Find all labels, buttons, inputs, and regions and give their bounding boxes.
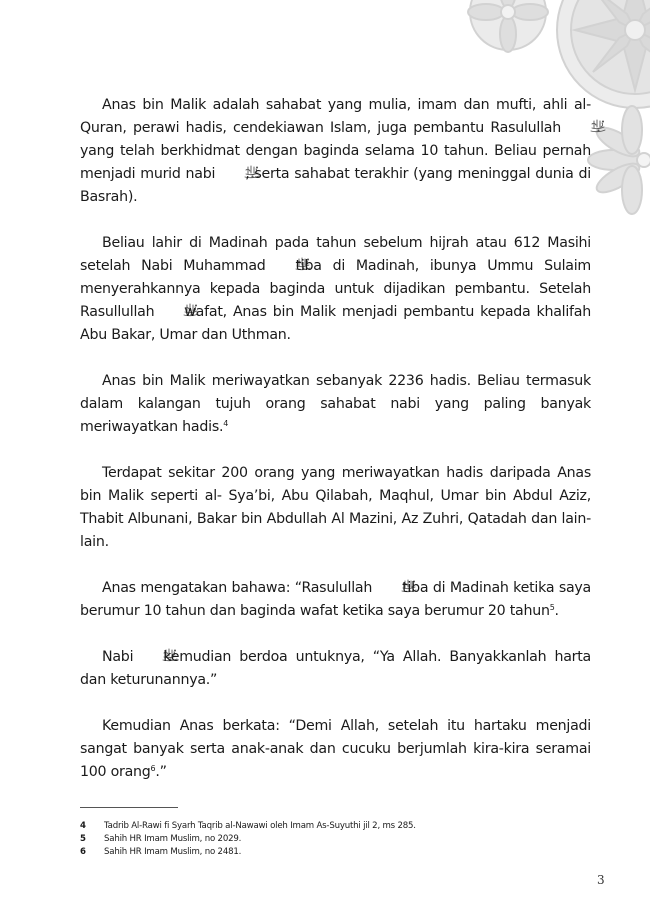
footnote-number: 6 (80, 847, 86, 857)
salawat-calligraphy-icon (378, 579, 396, 594)
salawat-calligraphy-icon (272, 257, 290, 272)
footnote (80, 846, 560, 859)
footnote-reference[interactable]: 4 (223, 419, 229, 428)
footnote-text: Sahih HR Imam Muslim, no 2481. (104, 847, 242, 857)
paragraph (80, 232, 591, 347)
paragraph-text: Anas bin Malik adalah sahabat yang mulia, imam dan mufti, ahli al-Quran, perawi hadis, cendekiawan Islam, juga pembantu Rasulullah (80, 97, 591, 136)
paragraph-text: kemudian berdoa untuknya, “Ya Allah. Banyakkanlah harta dan keturunannya.” (80, 649, 591, 688)
footnote-reference[interactable]: 5 (549, 603, 555, 612)
salawat-calligraphy-icon (567, 119, 585, 134)
paragraph (80, 715, 591, 784)
paragraph (80, 370, 591, 439)
footnote (80, 820, 560, 833)
paragraph-text: .” (155, 764, 167, 780)
paragraph-text: Anas mengatakan bahawa: “Rasulullah (102, 580, 373, 596)
paragraph (80, 94, 591, 209)
paragraph-text: Kemudian Anas berkata: “Demi Allah, setelah itu hartaku menjadi sangat banyak serta anak-anak dan cucuku berjumlah kira-kira seramai 100 orang (80, 718, 591, 780)
footnote-reference[interactable]: 6 (150, 764, 156, 773)
paragraph-text: yang telah berkhidmat dengan baginda selama 10 tahun. Beliau pernah menjadi murid nabi (80, 143, 591, 182)
salawat-calligraphy-icon (139, 648, 157, 663)
footnote-number: 5 (80, 834, 86, 844)
paragraph (80, 646, 591, 692)
paragraph-text: tiba di Madinah ketika saya berumur 10 tahun dan baginda wafat ketika saya berumur 20 tahun (80, 580, 592, 619)
paragraph-text: . (554, 603, 559, 619)
paragraph (80, 577, 591, 623)
paragraph-text: Nabi (102, 649, 134, 665)
paragraph (80, 462, 591, 554)
footnote (80, 833, 560, 846)
footnote-number: 4 (80, 821, 86, 831)
page-number: 3 (597, 873, 605, 887)
footnote-text: Tadrib Al-Rawi fi Syarh Taqrib al-Nawawi oleh Imam As-Suyuthi jil 2, ms 285. (104, 821, 416, 831)
paragraph-text: wafat, Anas bin Malik menjadi pembantu kepada khalifah Abu Bakar, Umar dan Uthman. (80, 304, 591, 343)
paragraph-text: Anas bin Malik meriwayatkan sebanyak 2236 hadis. Beliau termasuk dalam kalangan tujuh orang sahabat nabi yang paling banyak meriwayatkan hadis. (80, 373, 591, 435)
paragraph-text: Beliau lahir di Madinah pada tahun sebelum hijrah atau 612 Masihi setelah Nabi Muhammad (80, 235, 591, 274)
paragraph-text: , serta sahabat terakhir (yang meninggal dunia di Basrah). (80, 166, 591, 205)
paragraph-text: Terdapat sekitar 200 orang yang meriwayatkan hadis daripada Anas bin Malik seperti al- Sya’bi, Abu Qilabah, Maqhul, Umar bin Abdul Aziz, Thabit Albunani, Bakar bin Abdullah Al Mazini, Az Zuhri, Qatadah dan lain-lain. (80, 465, 591, 550)
salawat-calligraphy-icon (160, 303, 178, 318)
footnotes (80, 820, 560, 859)
paragraph-text: tiba di Madinah, ibunya Ummu Sulaim menyerahkannya kepada baginda untuk dijadikan pembantu. Setelah Rasullullah (80, 258, 591, 320)
footnote-divider (80, 807, 178, 808)
salawat-calligraphy-icon (221, 165, 239, 180)
footnote-text: Sahih HR Imam Muslim, no 2029. (104, 834, 242, 844)
body-text (80, 94, 591, 807)
